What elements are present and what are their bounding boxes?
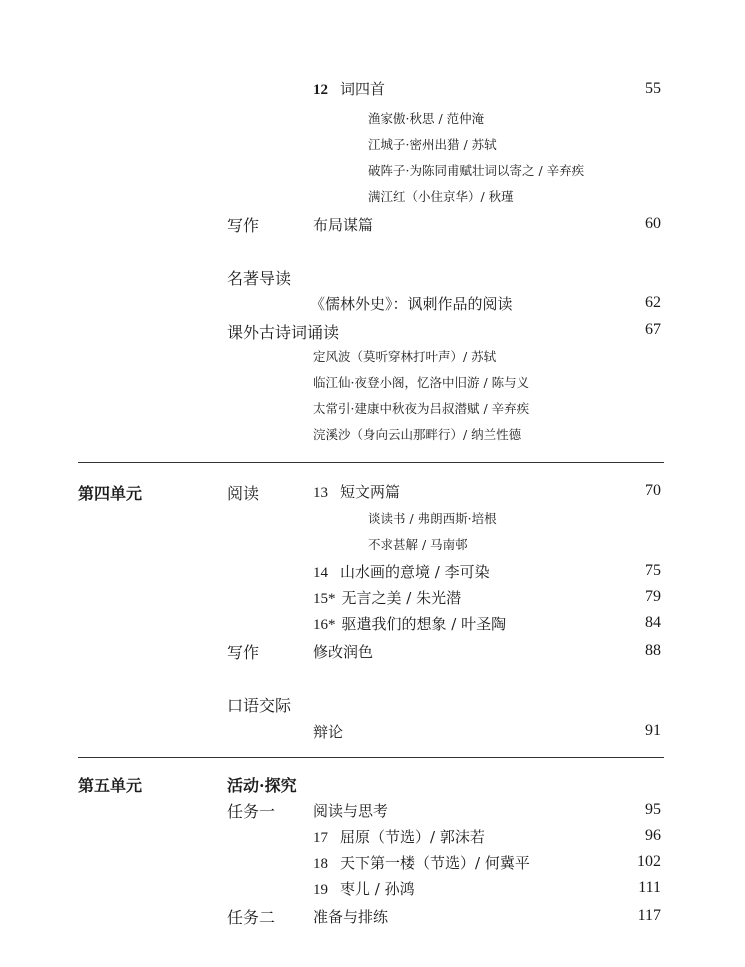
poem-entry: 太常引·建康中秋夜为吕叔潜赋 / 辛弃疾 [313, 401, 530, 416]
section-divider [78, 757, 664, 758]
lesson-16-row [313, 613, 506, 634]
page-number: 70 [645, 482, 661, 499]
poem-entry: 临江仙·夜登小阁，忆洛中旧游 / 陈与义 [313, 375, 530, 390]
poem-entry: 满江红（小住京华）/ 秋瑾 [368, 189, 514, 204]
lesson-number: 17 [313, 830, 328, 846]
lesson-15-row [313, 587, 461, 608]
page-number: 88 [645, 642, 661, 659]
page-number: 95 [645, 801, 661, 818]
lesson-13-row [313, 481, 400, 502]
task-title: 阅读与思考 [313, 802, 389, 820]
lesson-12-row [313, 78, 385, 99]
writing-title: 修改润色 [313, 643, 374, 661]
poem-entry: 破阵子·为陈同甫赋壮词以寄之 / 辛弃疾 [368, 163, 585, 178]
poem-entry: 江城子·密州出猎 / 苏轼 [368, 137, 497, 152]
page-number: 62 [645, 294, 661, 311]
writing-title: 布局谋篇 [313, 216, 374, 234]
lesson-title: 驱遣我们的想象 / 叶圣陶 [341, 615, 507, 633]
page-number: 111 [638, 879, 661, 896]
page-number: 55 [645, 80, 661, 97]
task-label: 任务一 [227, 802, 276, 821]
lesson-number: 14 [313, 565, 328, 581]
activity-heading: 活动·探究 [227, 776, 297, 795]
poem-entry: 渔家傲·秋思 / 范仲淹 [368, 111, 485, 126]
page-number: 60 [645, 215, 661, 232]
page-number: 84 [645, 614, 661, 631]
lesson-title: 屈原（节选）/ 郭沫若 [340, 828, 485, 846]
lesson-title: 枣儿 / 孙鸿 [340, 880, 415, 898]
lesson-number: 12 [313, 82, 328, 98]
page-number: 79 [645, 588, 661, 605]
lesson-title: 天下第一楼（节选）/ 何冀平 [340, 854, 530, 872]
section-label-writing: 写作 [227, 216, 260, 235]
unit-title: 第五单元 [78, 776, 143, 795]
task-label: 任务二 [227, 908, 276, 927]
page-number: 75 [645, 562, 661, 579]
lesson-19-row [313, 878, 415, 899]
page-number: 67 [645, 321, 661, 338]
section-label-classics: 名著导读 [227, 269, 292, 288]
page-number: 91 [645, 722, 661, 739]
lesson-18-row [313, 852, 530, 873]
sub-entry: 谈读书 / 弗朗西斯·培根 [368, 511, 497, 526]
poem-entry: 浣溪沙（身向云山那畔行）/ 纳兰性德 [313, 427, 522, 442]
page-number: 96 [645, 827, 661, 844]
page-number: 102 [637, 853, 661, 870]
lesson-number: 13 [313, 485, 328, 501]
lesson-number: 18 [313, 856, 328, 872]
lesson-17-row [313, 826, 485, 847]
lesson-title: 词四首 [340, 80, 386, 98]
lesson-title: 无言之美 / 朱光潜 [341, 589, 462, 607]
sub-entry: 不求甚解 / 马南邨 [368, 537, 468, 552]
lesson-number: 16* [313, 617, 336, 633]
section-label-oral: 口语交际 [227, 696, 292, 715]
section-label-writing: 写作 [227, 643, 260, 662]
oral-title: 辩论 [313, 723, 344, 741]
page-number: 117 [637, 907, 661, 924]
classics-title: 《儒林外史》：讽刺作品的阅读 [310, 295, 513, 313]
lesson-number: 19 [313, 882, 328, 898]
section-label-extra-poetry: 课外古诗词诵读 [227, 323, 340, 342]
lesson-title: 短文两篇 [340, 483, 401, 501]
lesson-number: 15* [313, 591, 336, 607]
section-divider [78, 462, 664, 463]
lesson-14-row [313, 561, 490, 582]
lesson-title: 山水画的意境 / 李可染 [340, 563, 490, 581]
section-label-reading: 阅读 [227, 484, 260, 503]
unit-title: 第四单元 [78, 484, 143, 503]
task-title: 准备与排练 [313, 908, 389, 926]
poem-entry: 定风波（莫听穿林打叶声）/ 苏轼 [313, 349, 497, 364]
